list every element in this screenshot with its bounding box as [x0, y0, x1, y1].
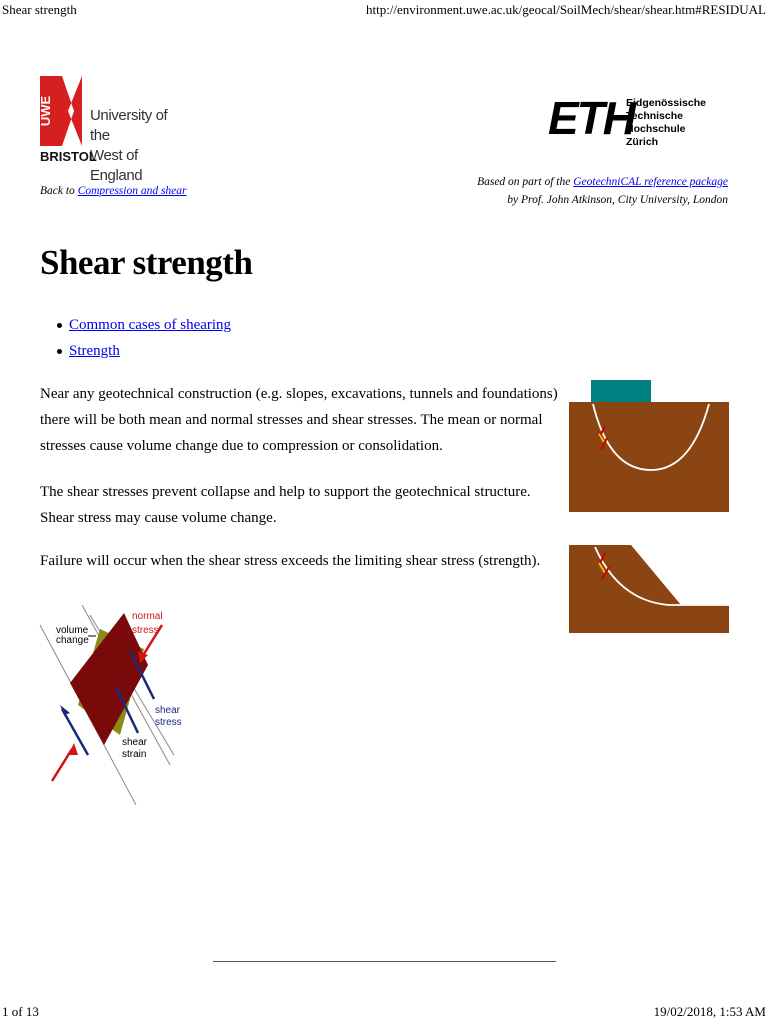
label-shear-stress: stress	[155, 717, 182, 728]
foundation-diagram	[569, 380, 729, 513]
shear-element-diagram	[38, 605, 188, 805]
uwe-line2: West of England	[90, 147, 143, 184]
uwe-city: BRISTOL	[40, 149, 97, 164]
toc-item	[57, 338, 231, 364]
paragraph-shear: The shear stresses prevent collapse and help to support the geotechnical structure. Shear stress may cause volume change.	[40, 484, 531, 526]
slope-diagram	[569, 545, 729, 635]
print-header-title: Shear strength	[2, 2, 77, 17]
paragraph-failure: Failure will occur when the shear stress exceeds the limiting shear stress (strength).	[40, 553, 541, 569]
credit-line2: by Prof. John Atkinson, City University, London	[507, 194, 728, 206]
table-of-contents	[57, 312, 231, 364]
foundation-block	[591, 380, 651, 402]
page-title: Shear strength	[40, 243, 253, 282]
eth-mark: ETH	[548, 92, 634, 144]
bullet-icon	[57, 323, 62, 328]
toc-link-strength[interactable]: Strength	[69, 343, 120, 359]
credit-link[interactable]: GeotechniCAL reference package	[573, 176, 728, 188]
horizontal-rule	[213, 961, 556, 962]
toc-item	[57, 312, 231, 338]
print-footer-datetime: 19/02/2018, 1:53 AM	[653, 1004, 766, 1019]
label-shear: shear	[155, 705, 181, 716]
label-normal-stress: stress	[132, 625, 159, 636]
print-footer-page: 1 of 13	[2, 1004, 39, 1019]
uwe-logo[interactable]	[38, 76, 178, 184]
back-nav	[40, 182, 187, 200]
label-shear-strain-1: shear	[122, 737, 148, 748]
print-header-url: http://environment.uwe.ac.uk/geocal/SoilMech/shear/shear.htm#RESIDUAL	[365, 2, 766, 17]
credit-prefix: Based on part of the	[477, 176, 574, 188]
uwe-mark-text: UWE	[38, 95, 53, 127]
eth-line1: Eidgenössische	[626, 97, 706, 109]
toc-link-common-cases[interactable]: Common cases of shearing	[69, 317, 232, 333]
soil-slope	[569, 545, 729, 633]
back-prefix: Back to	[40, 185, 78, 197]
eth-line3: Zürich	[626, 136, 659, 148]
arrowhead-icon	[68, 743, 78, 755]
label-strain: strain	[122, 749, 147, 760]
uwe-line1: University of the	[90, 107, 168, 144]
credit-block	[477, 173, 728, 209]
eth-line2: Technische Hochschule	[626, 110, 686, 135]
label-change: change	[56, 635, 89, 646]
bullet-icon	[57, 349, 62, 354]
eth-logo[interactable]	[548, 92, 728, 148]
paragraph-intro: Near any geotechnical construction (e.g. slopes, excavations, tunnels and foundations) there will be both mean and normal stresses and shear stresses. The mean or normal stresses cause volume change due to compression or consolidation.	[40, 386, 558, 454]
label-volume: volume	[56, 625, 89, 636]
label-normal: normal	[132, 611, 163, 622]
back-link[interactable]: Compression and shear	[77, 185, 187, 197]
